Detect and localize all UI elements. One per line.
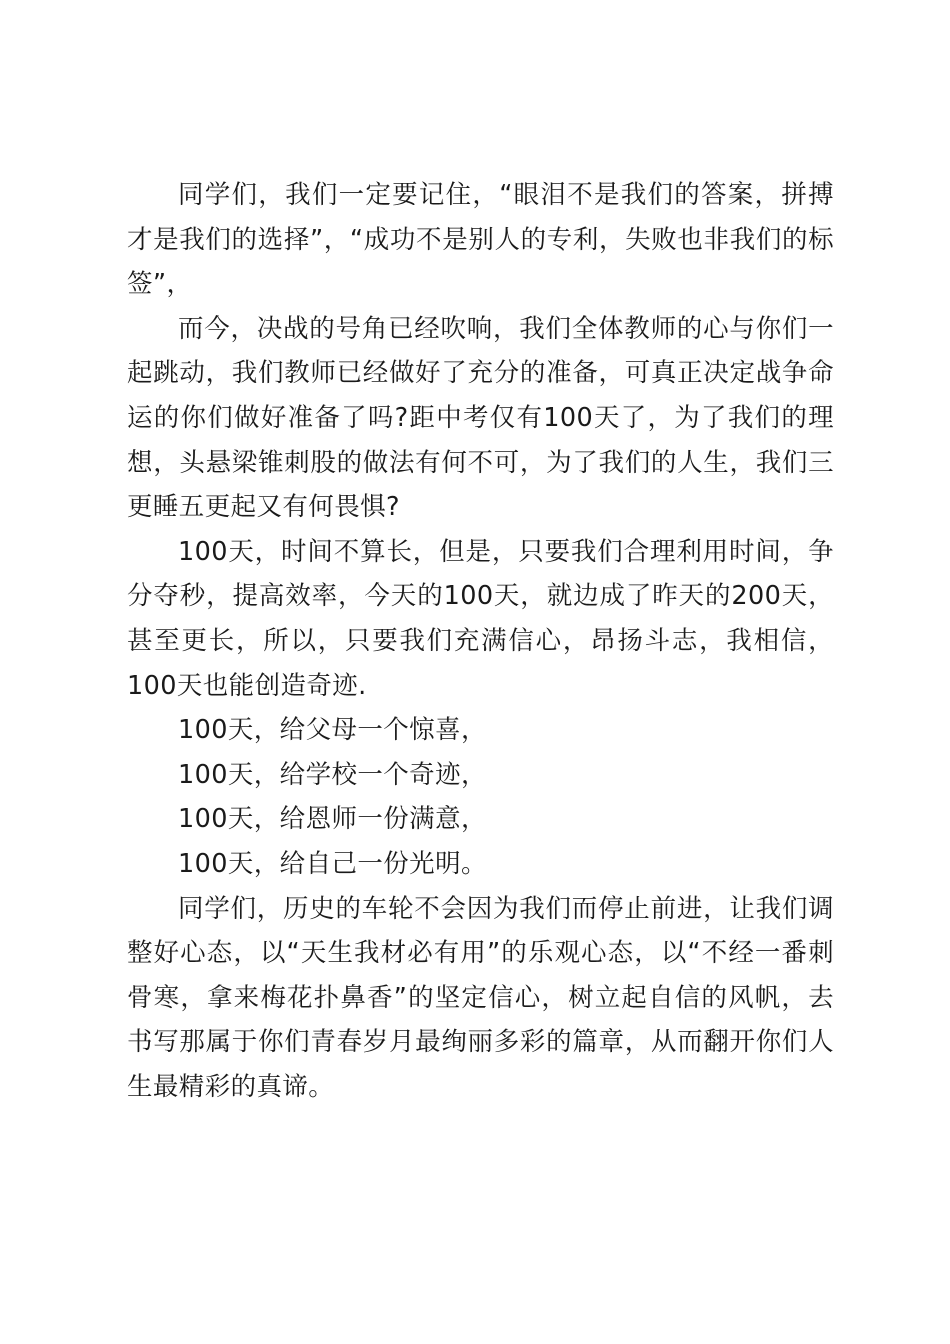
paragraph-gift-school: 100天，给学校一个奇迹， bbox=[178, 759, 487, 790]
paragraph-closing: 同学们，历史的车轮不会因为我们而停止前进，让我们调整好心态，以“天生我材必有用”的乐观心态，以“不经一番刺骨寒，拿来梅花扑鼻香”的坚定信心，树立起自信的风帆，去书写那属于你们青春岁月最绚丽多彩的篇章，从而翻开你们人生最精彩的真谛。 bbox=[127, 893, 834, 1102]
document-body bbox=[127, 173, 834, 1109]
paragraph-100-days: 100天，时间不算长，但是，只要我们合理利用时间，争分夺秒，提高效率，今天的100天，就边成了昨天的200天，甚至更长，所以，只要我们充满信心，昂扬斗志，我相信，100天也能创造奇迹. bbox=[127, 536, 834, 701]
paragraph-gift-teacher: 100天，给恩师一份满意， bbox=[178, 804, 487, 835]
paragraph-remember: 同学们，我们一定要记住，“眼泪不是我们的答案，拼搏才是我们的选择”，“成功不是别人的专利，失败也非我们的标签”， bbox=[127, 180, 834, 300]
paragraph-battle-horn: 而今，决战的号角已经吹响，我们全体教师的心与你们一起跳动，我们教师已经做好了充分的准备，可真正决定战争命运的你们做好准备了吗?距中考仅有100天了，为了我们的理想，头悬梁锥刺股的做法有何不可，为了我们的人生，我们三更睡五更起又有何畏惧? bbox=[127, 313, 834, 523]
paragraph-gift-self: 100天，给自己一份光明。 bbox=[178, 848, 487, 879]
paragraph-gift-parents: 100天，给父母一个惊喜， bbox=[178, 715, 487, 746]
